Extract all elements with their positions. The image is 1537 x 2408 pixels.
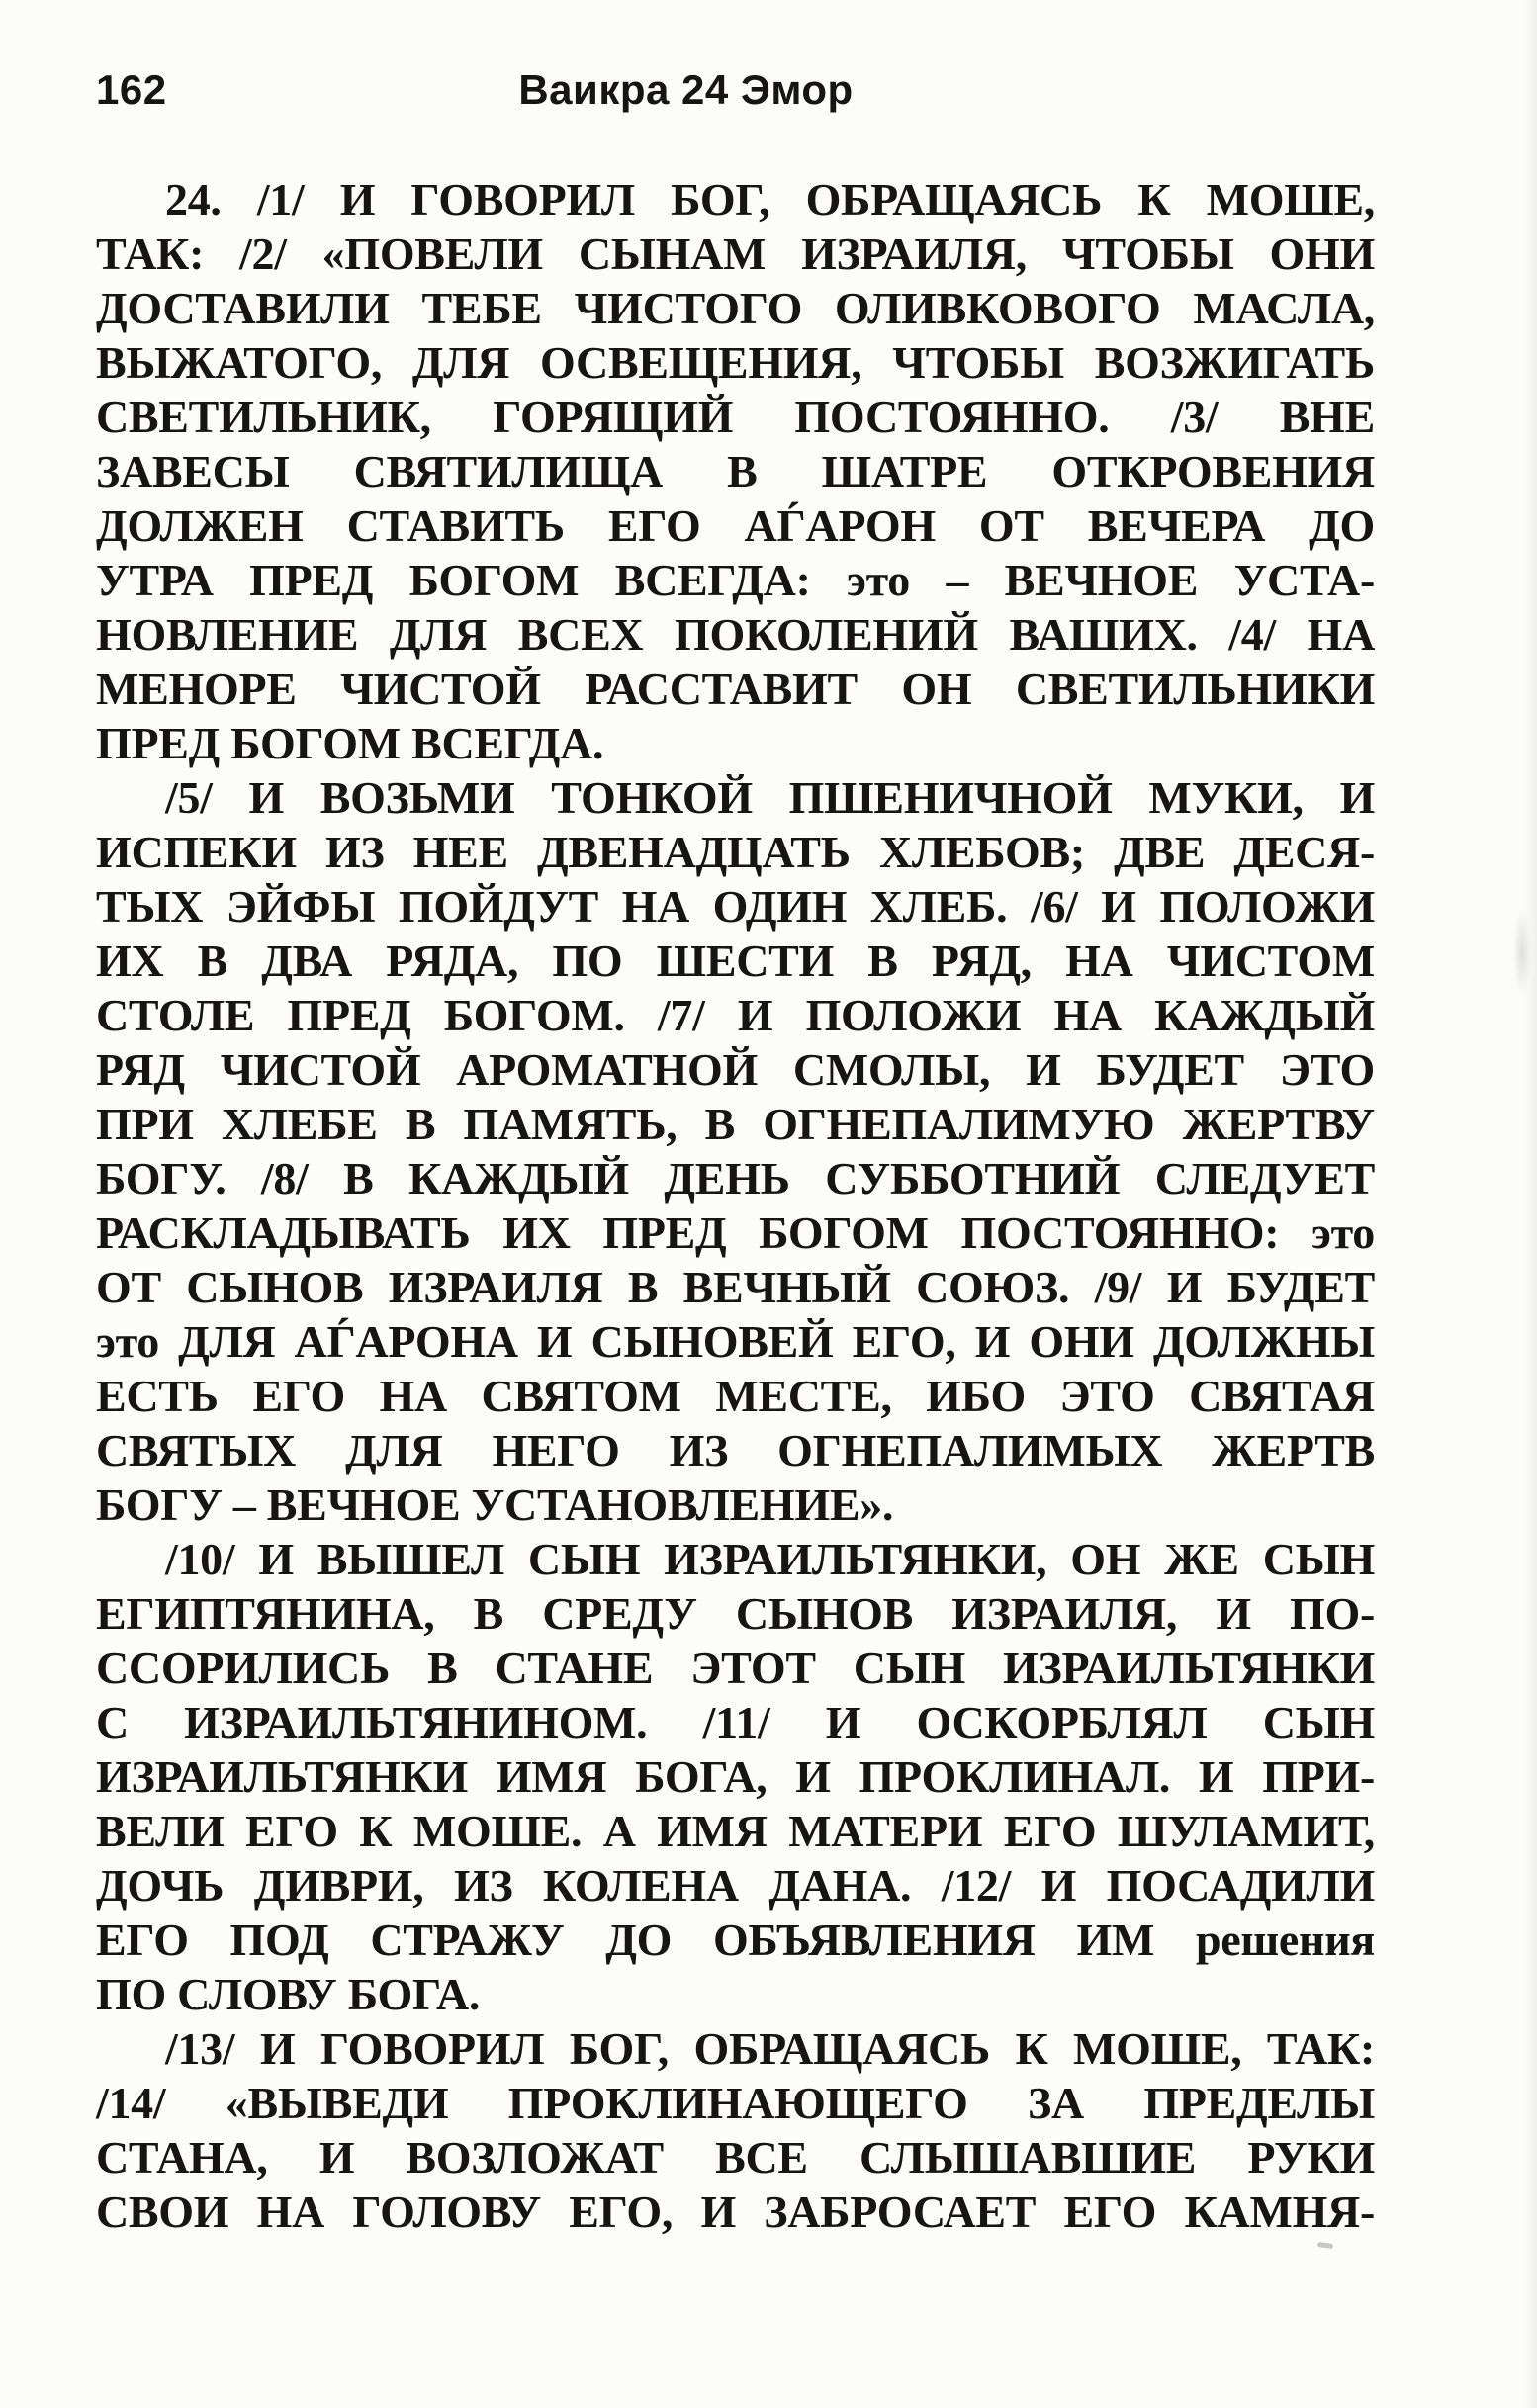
text-line: БОГУ. /8/ В КАЖДЫЙ ДЕНЬ СУББОТНИЙ СЛЕДУЕТ — [96, 1153, 1375, 1204]
paragraph-verses-1-4 — [96, 172, 1375, 770]
paragraph-verses-10-12 — [96, 1532, 1375, 2021]
page-body — [96, 172, 1375, 2239]
text-line: ДОЧЬ ДИВРИ, ИЗ КОЛЕНА ДАНА. /12/ И ПОСАДИЛИ — [96, 1860, 1375, 1911]
text-line: БОГУ – ВЕЧНОЕ УСТАНОВЛЕНИЕ». — [96, 1479, 894, 1530]
text-line: ДОСТАВИЛИ ТЕБЕ ЧИСТОГО ОЛИВКОВОГО МАСЛА, — [96, 283, 1375, 333]
text-line: это ДЛЯ АЃАРОНА И СЫНОВЕЙ ЕГО, И ОНИ ДОЛЖНЫ — [96, 1316, 1375, 1367]
text-line: СВЯТЫХ ДЛЯ НЕГО ИЗ ОГНЕПАЛИМЫХ ЖЕРТВ — [96, 1425, 1375, 1475]
text-line: СТОЛЕ ПРЕД БОГОМ. /7/ И ПОЛОЖИ НА КАЖДЫЙ — [96, 990, 1375, 1040]
text-line: ВЫЖАТОГО, ДЛЯ ОСВЕЩЕНИЯ, ЧТОБЫ ВОЗЖИГАТЬ — [96, 337, 1375, 388]
text-line: ССОРИЛИСЬ В СТАНЕ ЭТОТ СЫН ИЗРАИЛЬТЯНКИ — [96, 1643, 1375, 1693]
scan-edge-shadow — [1523, 0, 1537, 2408]
text-line: /13/ И ГОВОРИЛ БОГ, ОБРАЩАЯСЬ К МОШЕ, ТАК: — [165, 2023, 1375, 2074]
text-line: ВЕЛИ ЕГО К МОШЕ. А ИМЯ МАТЕРИ ЕГО ШУЛАМИТ, — [96, 1806, 1375, 1856]
text-line: ТЫХ ЭЙФЫ ПОЙДУТ НА ОДИН ХЛЕБ. /6/ И ПОЛОЖИ — [96, 881, 1375, 932]
text-line: СВЕТИЛЬНИК, ГОРЯЩИЙ ПОСТОЯННО. /3/ ВНЕ — [96, 392, 1375, 442]
text-line: СТАНА, И ВОЗЛОЖАТ ВСЕ СЛЫШАВШИЕ РУКИ — [96, 2132, 1375, 2183]
text-line: ЕГИПТЯНИНА, В СРЕДУ СЫНОВ ИЗРАИЛЯ, И ПО- — [96, 1588, 1375, 1639]
text-line: 24. /1/ И ГОВОРИЛ БОГ, ОБРАЩАЯСЬ К МОШЕ, — [165, 174, 1375, 224]
text-line: ТАК: /2/ «ПОВЕЛИ СЫНАМ ИЗРАИЛЯ, ЧТОБЫ ОНИ — [96, 228, 1375, 279]
text-line: МЕНОРЕ ЧИСТОЙ РАССТАВИТ ОН СВЕТИЛЬНИКИ — [96, 664, 1375, 714]
scan-artifact — [1317, 2242, 1334, 2249]
text-line: ДОЛЖЕН СТАВИТЬ ЕГО АЃАРОН ОТ ВЕЧЕРА ДО — [96, 500, 1375, 551]
paragraph-verses-5-9 — [96, 770, 1375, 1532]
scan-artifact — [1513, 908, 1531, 997]
text-line: ПРЕД БОГОМ ВСЕГДА. — [96, 718, 604, 768]
text-line: ИХ В ДВА РЯДА, ПО ШЕСТИ В РЯД, НА ЧИСТОМ — [96, 936, 1375, 986]
text-line: С ИЗРАИЛЬТЯНИНОМ. /11/ И ОСКОРБЛЯЛ СЫН — [96, 1697, 1375, 1747]
text-line: ЕСТЬ ЕГО НА СВЯТОМ МЕСТЕ, ИБО ЭТО СВЯТАЯ — [96, 1371, 1375, 1421]
text-line: ЕГО ПОД СТРАЖУ ДО ОБЪЯВЛЕНИЯ ИМ решения — [96, 1915, 1375, 1965]
paragraph-verses-13-14 — [96, 2021, 1375, 2239]
text-line: ИСПЕКИ ИЗ НЕЕ ДВЕНАДЦАТЬ ХЛЕБОВ; ДВЕ ДЕСЯ- — [96, 827, 1375, 877]
text-line: /14/ «ВЫВЕДИ ПРОКЛИНАЮЩЕГО ЗА ПРЕДЕЛЫ — [96, 2078, 1375, 2128]
text-line: УТРА ПРЕД БОГОМ ВСЕГДА: это – ВЕЧНОЕ УСТА- — [96, 555, 1375, 605]
chapter-header: Ваикра 24 Эмор — [518, 66, 854, 113]
text-line: ИЗРАИЛЬТЯНКИ ИМЯ БОГА, И ПРОКЛИНАЛ. И ПРИ- — [96, 1751, 1375, 1802]
text-line: НОВЛЕНИЕ ДЛЯ ВСЕХ ПОКОЛЕНИЙ ВАШИХ. /4/ НА — [96, 609, 1375, 660]
text-line: ЗАВЕСЫ СВЯТИЛИЩА В ШАТРЕ ОТКРОВЕНИЯ — [96, 446, 1375, 496]
text-line: РЯД ЧИСТОЙ АРОМАТНОЙ СМОЛЫ, И БУДЕТ ЭТО — [96, 1044, 1375, 1095]
text-line: ОТ СЫНОВ ИЗРАИЛЯ В ВЕЧНЫЙ СОЮЗ. /9/ И БУДЕТ — [96, 1262, 1375, 1312]
text-line: ПРИ ХЛЕБЕ В ПАМЯТЬ, В ОГНЕПАЛИМУЮ ЖЕРТВУ — [96, 1099, 1375, 1149]
text-line: РАСКЛАДЫВАТЬ ИХ ПРЕД БОГОМ ПОСТОЯННО: это — [96, 1207, 1375, 1258]
page-number: 162 — [96, 66, 167, 113]
text-line: ПО СЛОВУ БОГА. — [96, 1969, 481, 2019]
text-line: /5/ И ВОЗЬМИ ТОНКОЙ ПШЕНИЧНОЙ МУКИ, И — [165, 772, 1375, 823]
running-head — [96, 66, 1375, 115]
text-line: /10/ И ВЫШЕЛ СЫН ИЗРАИЛЬТЯНКИ, ОН ЖЕ СЫН — [165, 1534, 1375, 1584]
text-line: СВОИ НА ГОЛОВУ ЕГО, И ЗАБРОСАЕТ ЕГО КАМНЯ- — [96, 2186, 1375, 2237]
